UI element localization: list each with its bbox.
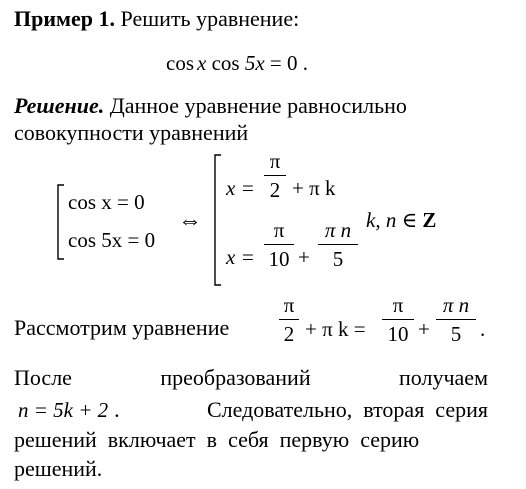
zero-token: 0 [287,51,298,75]
right-bottom-fraction-2: π n 5 [318,219,358,270]
right-bottom-fraction-1: π 10 [264,219,294,270]
right-top-prefix: x = [226,176,255,200]
consider-period: . [480,317,486,341]
consider-middle: + π k = [305,317,366,341]
consider-fraction-2: π 10 [382,294,414,345]
equivalence-arrow: ⇔ [178,208,202,234]
after-line-1: После преобразований получаем [14,365,488,390]
cos-token-2: cos [211,51,240,75]
example-label: Пример 1. [14,6,116,31]
heading-line [14,6,299,32]
equals-sign: = [269,51,282,75]
consider-text: Рассмотрим уравнение [14,315,230,340]
right-bottom-prefix: x = [226,245,255,269]
after-line-3: решений включает в себя первую серию [14,427,420,452]
period: . [302,51,308,75]
right-top-suffix: + π k [292,176,336,200]
left-bottom-eq: cos 5x = 0 [68,228,156,252]
right-bottom-plus: + [298,245,310,269]
solution-text-2: совокупности уравнений [14,120,249,145]
solution-line-2 [14,120,248,146]
solution-text-1: Данное уравнение равносильно [109,93,407,118]
domain-text: k, n ∈ Z [366,208,437,232]
x-token: x [197,51,207,75]
consider-fraction-3: π n 5 [436,294,476,345]
consider-plus: + [418,317,430,341]
solution-line-1 [14,93,407,119]
left-bracket [56,184,66,260]
cos-token: cos [166,51,194,75]
five-x-token: 5x [244,51,265,75]
left-top-eq: cos x = 0 [68,190,145,214]
formula-n: n = 5k + 2 [18,398,109,422]
task-text: Решить уравнение: [120,6,300,31]
integers-set: Z [422,208,437,232]
main-equation [166,50,308,76]
solution-label: Решение. [14,93,105,118]
after-line-4: решений. [14,456,103,481]
consider-fraction-1: π 2 [279,294,299,345]
right-bracket [213,154,223,286]
after-line-2: n = 5k + 2 . Следовательно, вторая серия [18,397,488,422]
right-top-fraction: π 2 [264,150,286,201]
